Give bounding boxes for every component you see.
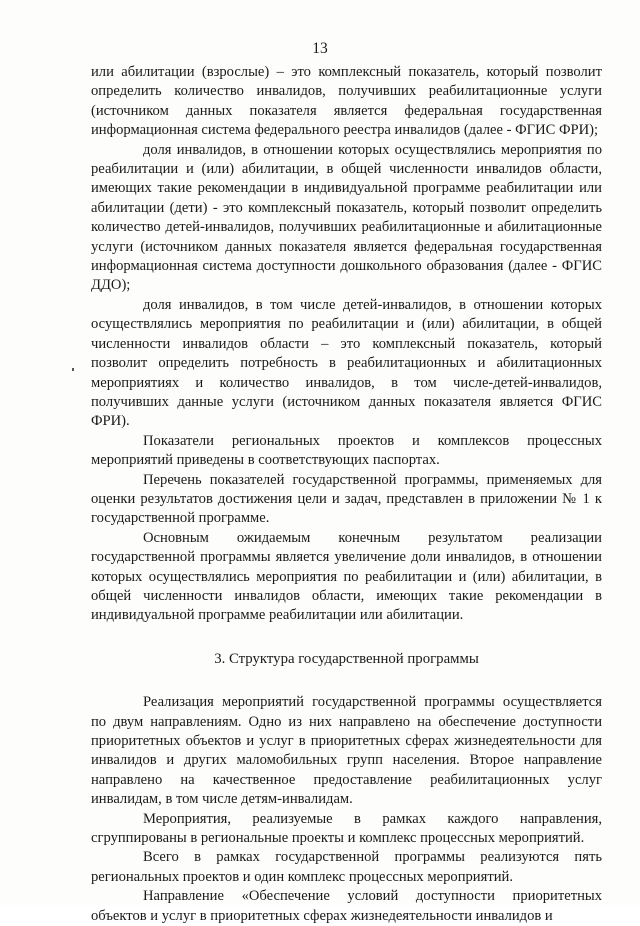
paragraph: доля инвалидов, в отношении которых осуществлялись мероприятия по реабилитации и (или) абилитации, в общей численности инвалидов области, имеющих такие рекомендации в индивидуальной программе реабилитации или абилитации (дети) - это комплексный показатель, который позволит определить количество детей-инвалидов, получивших реабилитационные и абилитационные услуги (источником данных показателя является федеральная государственная информационная система доступности дошкольного образования (далее - ФГИС ДДО);	[91, 141, 602, 294]
paragraph: Реализация мероприятий государственной программы осуществляется по двум направлениям. Одно из них направлено на обеспечение доступности приоритетных объектов и услуг в приоритетных сферах жизнедеятельности для инвалидов и других маломобильных групп населения. Второе направление направлено на качественное предоставление реабилитационных услуг инвалидам, в том числе детям-инвалидам.	[91, 694, 602, 808]
paragraph: Основным ожидаемым конечным результатом реализации государственной программы является увеличение доли инвалидов, в отношении которых осуществлялись мероприятия по реабилитации и (или) абилитации, в общей численности инвалидов области, имеющих такие рекомендации в индивидуальной программе реабилитации или абилитации.	[91, 529, 602, 624]
paragraph: или абилитации (взрослые) – это комплексный показатель, который позволит определить количество инвалидов, получивших реабилитационные услуги (источником данных показателя является федеральная государственная информационная система федерального реестра инвалидов (далее - ФГИС ФРИ);	[91, 64, 602, 139]
document-body	[91, 63, 602, 926]
paragraph: Перечень показателей государственной программы, применяемых для оценки результатов достижения цели и задач, представлен в приложении № 1 к государственной программе.	[91, 471, 602, 527]
paragraph: Направление «Обеспечение условий доступности приоритетных объектов и услуг в приоритетных сферах жизнедеятельности инвалидов и	[91, 888, 602, 924]
paragraph: Мероприятия, реализуемые в рамках каждого направления, сгруппированы в региональные проекты и комплекс процессных мероприятий.	[91, 810, 602, 847]
section-heading: 3. Структура государственной программы	[214, 650, 479, 667]
paragraph: Показатели региональных проектов и комплексов процессных мероприятий приведены в соответствующих паспортах.	[91, 432, 602, 469]
paragraph: доля инвалидов, в том числе детей-инвалидов, в отношении которых осуществлялись мероприятия по реабилитации и (или) абилитации, в общей численности инвалидов области – это комплексный показатель, который позволит определить потребность в реабилитационных и абилитационных мероприятиях и количество инвалидов, в том числе-детей-инвалидов, получивших данные услуги (источником данных показателя является ФГИС ФРИ).	[91, 296, 602, 430]
scan-mark	[72, 368, 74, 371]
page-number: 13	[312, 40, 328, 57]
paragraph: Всего в рамках государственной программы реализуются пять региональных проектов и один комплекс процессных мероприятий.	[91, 849, 602, 885]
